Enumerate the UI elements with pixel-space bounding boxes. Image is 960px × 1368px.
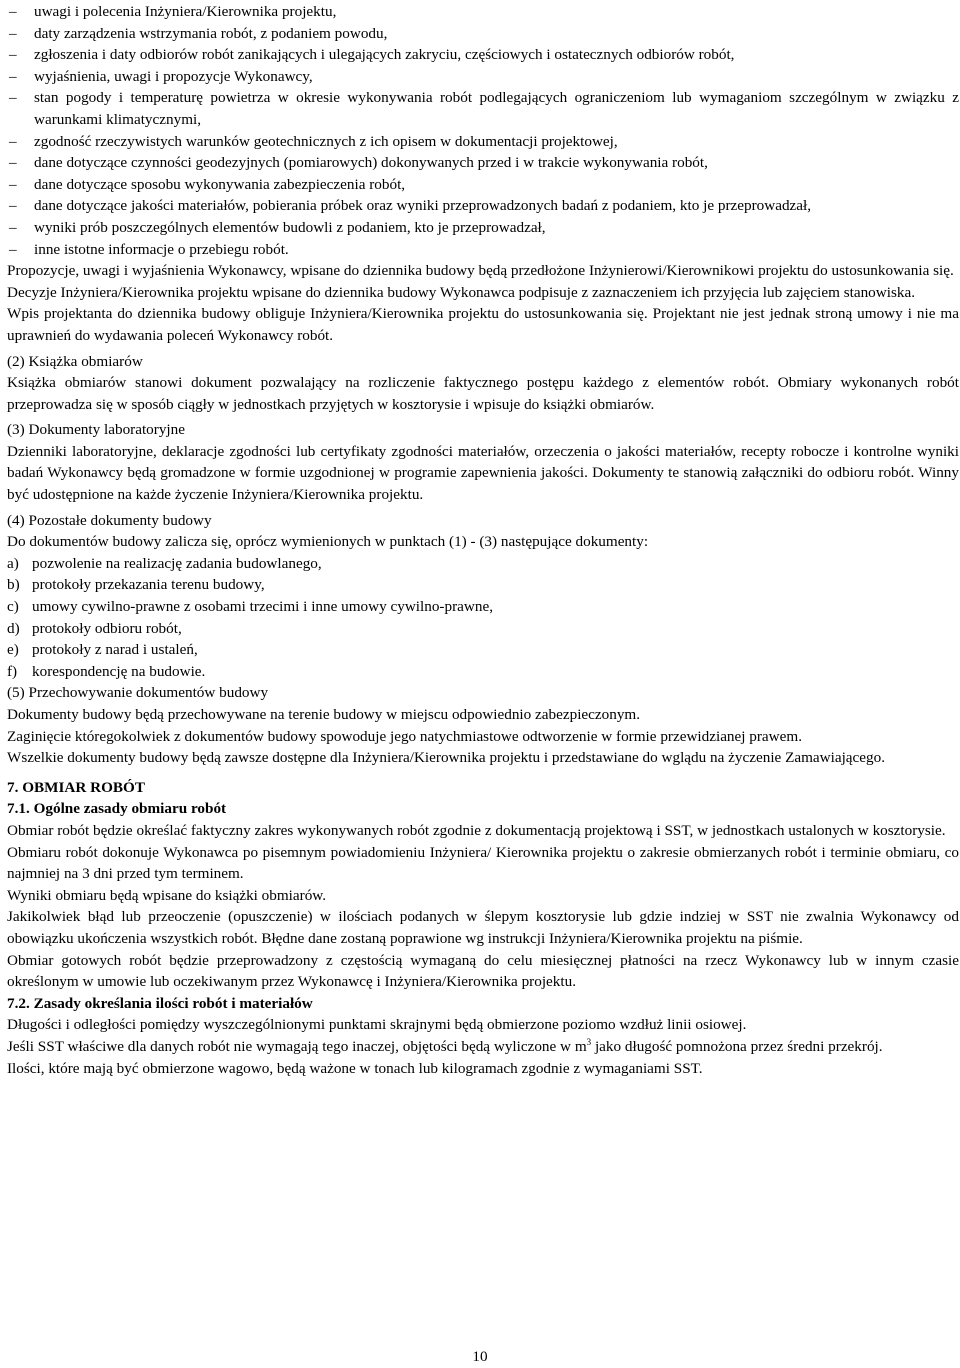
- chapter-heading-measurement: 7. OBMIAR ROBÓT: [7, 778, 145, 796]
- section-heading-document-storage: (5) Przechowywanie dokumentów budowy: [7, 684, 269, 702]
- dash-bullet: –: [9, 67, 17, 85]
- paragraph-storage-2: Zaginięcie któregokolwiek z dokumentów budowy spowoduje jego natychmiastowe odtworzenie w formie przewidzianej prawem.: [7, 727, 802, 745]
- paragraph-general-rules-1: Obmiar robót będzie określać faktyczny zakres wykonywanych robót zgodnie z dokumentacją projektową i SST, w jednostkach ustalonych w kosztorysie.: [7, 821, 946, 839]
- list-item: [7, 131, 959, 153]
- list-item: [7, 596, 959, 618]
- section-heading-lab-documents: (3) Dokumenty laboratoryjne: [7, 421, 185, 439]
- page-number: 10: [472, 1348, 488, 1365]
- list-item-text: protokoły z narad i ustaleń,: [32, 641, 198, 659]
- dash-bullet: –: [9, 240, 17, 258]
- section-heading-other-documents: (4) Pozostałe dokumenty budowy: [7, 511, 212, 529]
- list-item: [7, 639, 959, 661]
- list-item-text: korespondencję na budowie.: [32, 662, 206, 680]
- diary-entries-list: [7, 1, 959, 260]
- list-item-text: zgodność rzeczywistych warunków geotechnicznych z ich opisem w dokumentacji projektowej,: [34, 132, 618, 150]
- dash-bullet: –: [9, 218, 17, 236]
- list-item: [7, 618, 959, 640]
- other-documents-list: [7, 553, 959, 683]
- list-item: [7, 553, 959, 575]
- list-item-text: daty zarządzenia wstrzymania robót, z podaniem powodu,: [34, 24, 388, 42]
- paragraph-lab-documents: Dzienniki laboratoryjne, deklaracje zgodności lub certyfikaty zgodności materiałów, orzeczenia o jakości materiałów, recepty robocze i kontrolne wyniki badań Wykonawcy będą gromadzone w formie uzgodnionej w programie zapewnienia jakości. Dokumenty te stanowią załączniki do odbioru robót. Winny być udostępnione na każde życzenie Inżyniera/Kierownika projektu.: [7, 442, 959, 504]
- list-item-letter: d): [7, 619, 20, 637]
- list-item-text: zgłoszenia i daty odbiorów robót zanikających i ulegających zakryciu, częściowych i ostatecznych odbiorów robót,: [34, 46, 735, 64]
- paragraph-decisions: Decyzje Inżyniera/Kierownika projektu wpisane do dziennika budowy Wykonawca podpisuje z zaznaczeniem ich przyjęcia lub zajęciem stanowiska.: [7, 283, 916, 301]
- list-item-text: wyniki prób poszczególnych elementów budowli z podaniem, kto je przeprowadzał,: [34, 218, 546, 236]
- list-item-letter: b): [7, 576, 20, 594]
- paragraph-general-rules-4: Jakikolwiek błąd lub przeoczenie (opuszczenie) w ilościach podanych w ślepym kosztorysie lub gdzie indziej w SST nie zwalnia Wykonawcy od obowiązku ukończenia wszystkich robót. Błędne dane zostaną poprawione wg instrukcji Inżyniera/Kierownika projektu na piśmie.: [7, 908, 959, 947]
- paragraph-proposals: Propozycje, uwagi i wyjaśnienia Wykonawcy, wpisane do dziennika budowy będą przedłożone Inżynierowi/Kierownikowi projektu do ustosunkowania się.: [7, 262, 954, 280]
- list-item-text: dane dotyczące sposobu wykonywania zabezpieczenia robót,: [34, 175, 406, 193]
- list-item: [7, 195, 959, 217]
- list-item: [7, 152, 959, 174]
- list-item: [7, 44, 959, 66]
- list-item: [7, 174, 959, 196]
- paragraph-general-rules-3: Wyniki obmiaru będą wpisane do książki obmiarów.: [7, 886, 327, 904]
- list-item-text: pozwolenie na realizację zadania budowlanego,: [32, 554, 322, 572]
- list-item: [7, 661, 959, 683]
- dash-bullet: –: [9, 89, 17, 107]
- list-item: [7, 574, 959, 596]
- text-run: Jeśli SST właściwe dla danych robót nie wymagają tego inaczej, objętości będą wyliczone w m: [7, 1037, 587, 1055]
- section-heading-measurement-book: (2) Książka obmiarów: [7, 352, 143, 370]
- list-item-text: protokoły przekazania terenu budowy,: [32, 576, 265, 594]
- document-page: [7, 1, 959, 1079]
- list-item-text: wyjaśnienia, uwagi i propozycje Wykonawcy,: [34, 67, 313, 85]
- dash-bullet: –: [9, 175, 17, 193]
- list-item: [7, 1, 959, 23]
- paragraph-general-rules-5: Obmiar gotowych robót będzie przeprowadzony z częstością wymaganą do celu miesięcznej płatności na rzecz Wykonawcy lub w innym czasie określonym w umowie lub oczekiwanym przez Wykonawcę i Inżyniera/Kierownika projektu.: [7, 951, 959, 991]
- paragraph-designer-entry: Wpis projektanta do dziennika budowy obliguje Inżyniera/Kierownika projektu do ustosunkowania się. Projektant nie jest jednak stroną umowy i nie ma uprawnień do wydawania poleceń Wykonawcy robót.: [7, 305, 959, 344]
- dash-bullet: –: [9, 24, 17, 42]
- paragraph-storage-1: Dokumenty budowy będą przechowywane na terenie budowy w miejscu odpowiednio zabezpieczonym.: [7, 706, 641, 723]
- text-run: jako długość pomnożona przez średni przekrój.: [591, 1037, 883, 1055]
- list-item-letter: c): [7, 598, 19, 616]
- superscript: 3: [586, 1036, 592, 1047]
- paragraph-quantity-rules-2: [7, 1036, 959, 1058]
- dash-bullet: –: [9, 46, 17, 64]
- paragraph-storage-3: Wszelkie dokumenty budowy będą zawsze dostępne dla Inżyniera/Kierownika projektu i przedstawiane do wglądu na życzenie Zamawiającego.: [7, 749, 885, 767]
- dash-bullet: –: [9, 197, 17, 215]
- list-item-text: dane dotyczące czynności geodezyjnych (pomiarowych) dokonywanych przed i w trakcie wykonywania robót,: [34, 154, 708, 172]
- subsection-heading-quantity-rules: 7.2. Zasady określania ilości robót i materiałów: [7, 994, 313, 1012]
- paragraph-quantity-rules-1: Długości i odległości pomiędzy wyszczególnionymi punktami skrajnymi będą obmierzone poziomo wzdłuż linii osiowej.: [7, 1016, 747, 1034]
- list-item-text: dane dotyczące jakości materiałów, pobierania próbek oraz wyniki przeprowadzonych badań z podaniem, kto je przeprowadzał,: [34, 197, 812, 215]
- list-item-text: protokoły odbioru robót,: [32, 619, 182, 637]
- list-item-text: stan pogody i temperaturę powietrza w okresie wykonywania robót podlegających ograniczeniom lub wymaganiom szczególnym w związku z warunkami klimatycznymi,: [34, 89, 959, 128]
- list-item: [7, 87, 959, 130]
- dash-bullet: –: [9, 132, 17, 150]
- list-item-letter: e): [7, 641, 19, 659]
- dash-bullet: –: [9, 3, 17, 20]
- subsection-heading-general-rules: 7.1. Ogólne zasady obmiaru robót: [7, 800, 227, 818]
- paragraph-other-documents-intro: Do dokumentów budowy zalicza się, oprócz wymienionych w punktach (1) - (3) następujące dokumenty:: [7, 533, 649, 551]
- list-item: [7, 217, 959, 239]
- dash-bullet: –: [9, 154, 17, 172]
- paragraph-quantity-rules-3: Ilości, które mają być obmierzone wagowo, będą ważone w tonach lub kilogramach zgodnie z wymaganiami SST.: [7, 1059, 703, 1077]
- list-item-letter: a): [7, 554, 19, 572]
- list-item-text: inne istotne informacje o przebiegu robót.: [34, 240, 289, 258]
- paragraph-general-rules-2: Obmiaru robót dokonuje Wykonawca po pisemnym powiadomieniu Inżyniera/ Kierownika projektu o zakresie obmierzanych robót i terminie obmiaru, co najmniej na 3 dni przed tym terminem.: [7, 843, 959, 883]
- list-item-letter: f): [7, 662, 18, 680]
- list-item: [7, 23, 959, 45]
- list-item: [7, 239, 959, 261]
- paragraph-measurement-book: Książka obmiarów stanowi dokument pozwalający na rozliczenie faktycznego postępu każdego z elementów robót. Obmiary wykonanych robót przeprowadza się w sposób ciągły w jednostkach przyjętych w kosztorysie i wpisuje do książki obmiarów.: [7, 374, 959, 413]
- list-item-text: uwagi i polecenia Inżyniera/Kierownika projektu,: [34, 3, 337, 20]
- list-item: [7, 66, 959, 88]
- list-item-text: umowy cywilno-prawne z osobami trzecimi i inne umowy cywilno-prawne,: [32, 598, 493, 616]
